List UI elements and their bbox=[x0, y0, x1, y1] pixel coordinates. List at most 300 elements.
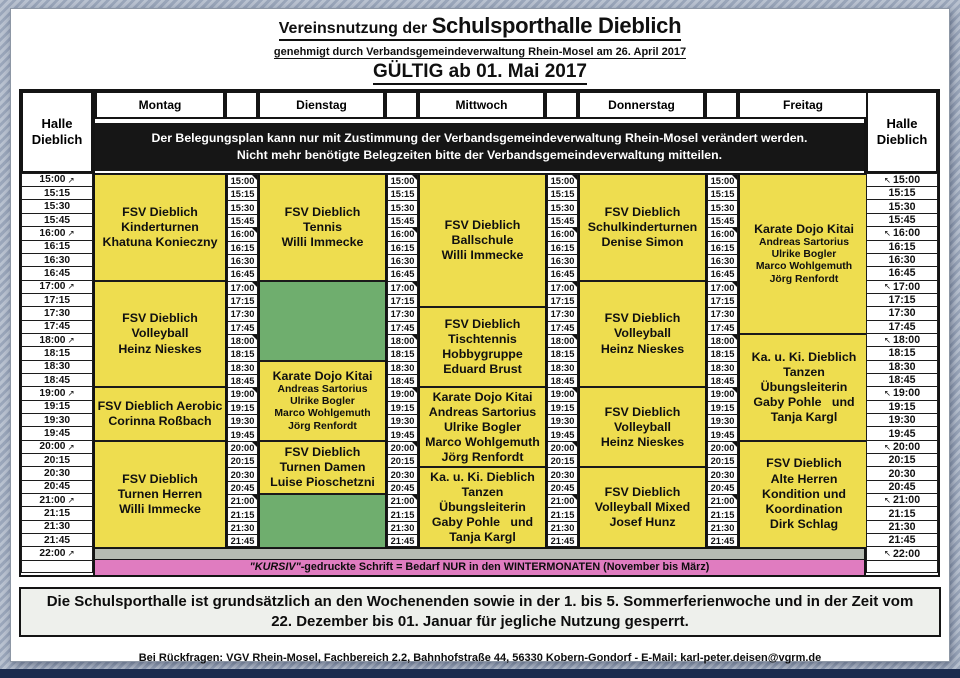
time-label: 17:30 bbox=[230, 309, 255, 320]
inner-time-20:45 bbox=[387, 481, 418, 494]
time-label: 21:30 bbox=[390, 522, 415, 533]
hour-arrow-icon: ↖ bbox=[883, 228, 891, 239]
time-label: 20:45 bbox=[888, 480, 916, 493]
event-text-line: FSV Dieblich bbox=[122, 204, 198, 219]
time-label: 16:15 bbox=[550, 242, 575, 253]
right-time-21:00 bbox=[866, 493, 938, 506]
inner-time-18:15 bbox=[707, 347, 738, 360]
left-time-17:45 bbox=[21, 320, 93, 333]
time-label: 15:00 bbox=[550, 175, 575, 186]
inner-time-16:00 bbox=[227, 227, 258, 240]
inner-time-16:30 bbox=[387, 254, 418, 267]
event-text-line: Khatuna Konieczny bbox=[102, 234, 218, 249]
left-time-15:30 bbox=[21, 199, 93, 212]
time-label: 19:00 bbox=[230, 389, 255, 400]
time-label: 16:45 bbox=[43, 267, 71, 279]
event-text-line: Willi Immecke bbox=[441, 248, 524, 263]
hour-tick-mark bbox=[732, 228, 737, 233]
event-subtext-line: Ulrike Bogler bbox=[771, 249, 837, 261]
event-text-line: Karate Dojo Kitai bbox=[272, 368, 373, 383]
time-label: 18:45 bbox=[888, 374, 916, 387]
hour-tick-mark bbox=[412, 442, 417, 447]
time-label: 15:00 bbox=[230, 175, 255, 186]
hour-tick-mark bbox=[732, 335, 737, 340]
time-label: 17:45 bbox=[710, 322, 735, 333]
right-time-17:00 bbox=[866, 280, 938, 293]
valid-from-line bbox=[11, 61, 949, 85]
time-label: 20:30 bbox=[550, 469, 575, 480]
right-time-18:00 bbox=[866, 333, 938, 346]
inner-time-19:30 bbox=[387, 414, 418, 427]
end-of-day-row bbox=[95, 547, 864, 560]
left-time-19:30 bbox=[21, 413, 93, 426]
event-text-line: Kinderturnen bbox=[121, 219, 199, 234]
time-label: 20:00 bbox=[230, 442, 255, 453]
time-label: 17:15 bbox=[230, 296, 255, 307]
right-time-20:30 bbox=[866, 466, 938, 479]
left-time-21:00 bbox=[21, 493, 93, 506]
time-label: 19:30 bbox=[230, 416, 255, 427]
time-label: 15:30 bbox=[550, 202, 575, 213]
event-text-line: Tanzen bbox=[461, 484, 504, 499]
schedule-grid bbox=[95, 173, 864, 547]
time-label: 17:15 bbox=[888, 294, 916, 307]
time-label: 18:00 bbox=[893, 334, 921, 347]
time-label: 16:45 bbox=[390, 269, 415, 280]
inner-time-20:30 bbox=[227, 467, 258, 480]
event-text-line: Gaby Pohle und bbox=[753, 394, 855, 409]
event-text-line: Volleyball bbox=[614, 419, 671, 434]
hour-arrow-icon: ↗ bbox=[67, 548, 75, 559]
inner-time-18:30 bbox=[547, 361, 578, 374]
time-label: 16:00 bbox=[230, 229, 255, 240]
time-label: 20:15 bbox=[230, 456, 255, 467]
right-time-18:30 bbox=[866, 360, 938, 373]
inner-time-17:00 bbox=[547, 281, 578, 294]
time-label: 21:30 bbox=[710, 522, 735, 533]
right-time-15:15 bbox=[866, 186, 938, 199]
hour-arrow-icon: ↗ bbox=[67, 388, 75, 399]
event-freitag-18:00 bbox=[740, 334, 868, 441]
time-label: 16:15 bbox=[43, 241, 71, 253]
time-label: 20:00 bbox=[550, 442, 575, 453]
left-time-18:15 bbox=[21, 346, 93, 359]
event-text-line: Übungsleiterin bbox=[760, 379, 848, 394]
time-label: 17:45 bbox=[888, 320, 916, 333]
inner-time-20:45 bbox=[227, 481, 258, 494]
time-label: 21:45 bbox=[43, 534, 71, 546]
closure-text: Die Schulsporthalle ist grundsätzlich an den Wochenenden sowie in der 1. bis 5. Sommerferienwoche und in der Zeit vom 22. Dezember bis 01. Januar für jegliche Nutzung gesperrt. bbox=[46, 592, 914, 631]
event-text-line: FSV Dieblich bbox=[284, 204, 361, 219]
event-dienstag-21:00-free bbox=[260, 494, 385, 547]
event-text-line: Koordination bbox=[765, 501, 843, 516]
time-label: 18:15 bbox=[888, 347, 916, 360]
time-label: 17:30 bbox=[710, 309, 735, 320]
inner-time-17:45 bbox=[227, 321, 258, 334]
hour-tick-mark bbox=[252, 282, 257, 287]
time-label: 20:30 bbox=[43, 468, 71, 480]
time-label: 17:15 bbox=[390, 296, 415, 307]
inner-time-15:30 bbox=[387, 200, 418, 213]
event-text-line: Marco Wohlgemuth bbox=[425, 435, 540, 449]
event-text-line: Volleyball bbox=[614, 326, 671, 341]
left-time-15:00 bbox=[21, 173, 93, 186]
inner-time-16:45 bbox=[547, 267, 578, 280]
time-label: 21:30 bbox=[550, 522, 575, 533]
time-label: 18:30 bbox=[550, 362, 575, 373]
day-header-freitag bbox=[738, 91, 868, 119]
time-label: 20:15 bbox=[888, 454, 916, 467]
hour-arrow-icon: ↖ bbox=[883, 494, 891, 505]
inner-time-19:45 bbox=[387, 427, 418, 440]
inner-time-18:15 bbox=[387, 347, 418, 360]
time-label: 20:00 bbox=[390, 442, 415, 453]
inner-time-15:30 bbox=[227, 200, 258, 213]
event-mittwoch-15:00 bbox=[420, 174, 545, 308]
event-montag-19:00 bbox=[95, 387, 225, 440]
time-label: 17:45 bbox=[550, 322, 575, 333]
inner-time-17:00 bbox=[707, 281, 738, 294]
inner-time-15:30 bbox=[547, 200, 578, 213]
hour-tick-mark bbox=[412, 335, 417, 340]
event-text-line: FSV Dieblich bbox=[122, 311, 198, 326]
time-label: 15:45 bbox=[230, 216, 255, 226]
right-time-16:00 bbox=[866, 226, 938, 239]
inner-time-19:30 bbox=[227, 414, 258, 427]
time-label: 21:15 bbox=[43, 508, 71, 520]
day-header-donnerstag bbox=[578, 91, 705, 119]
time-label: 21:15 bbox=[230, 509, 255, 520]
right-time-18:15 bbox=[866, 346, 938, 359]
time-label: 17:00 bbox=[710, 282, 735, 293]
time-label: 19:15 bbox=[710, 402, 735, 413]
event-text-line: Josef Hunz bbox=[609, 515, 676, 530]
time-label: 16:45 bbox=[710, 269, 735, 280]
left-time-16:15 bbox=[21, 240, 93, 253]
document-title bbox=[279, 14, 681, 41]
time-label: 22:00 bbox=[39, 548, 66, 560]
event-subtext-line: Marco Wohlgemuth bbox=[274, 408, 371, 420]
event-text-line: FSV Dieblich bbox=[766, 456, 842, 471]
event-text-line: Jörg Renfordt bbox=[441, 450, 524, 465]
event-text-line: Karate Dojo Kitai bbox=[754, 221, 854, 236]
left-time-18:00 bbox=[21, 333, 93, 346]
event-text-line: Willi Immecke bbox=[119, 501, 201, 516]
inner-time-21:00 bbox=[387, 494, 418, 507]
event-text-line: Denise Simon bbox=[601, 234, 684, 249]
time-label: 15:00 bbox=[893, 173, 921, 186]
time-label: 21:00 bbox=[893, 494, 921, 507]
inner-time-15:30 bbox=[707, 200, 738, 213]
hour-tick-mark bbox=[252, 442, 257, 447]
event-text-line: Heinz Nieskes bbox=[118, 341, 202, 356]
inner-time-17:15 bbox=[227, 294, 258, 307]
time-label: 17:45 bbox=[390, 322, 415, 333]
time-label: 18:00 bbox=[230, 336, 255, 347]
winter-note-kursiv: "KURSIV" bbox=[249, 561, 301, 574]
event-subtext-line: Jörg Renfordt bbox=[769, 273, 839, 285]
right-time-15:45 bbox=[866, 213, 938, 226]
time-label: 15:30 bbox=[43, 201, 71, 213]
time-label: 19:15 bbox=[230, 402, 255, 413]
inner-time-15:15 bbox=[547, 187, 578, 200]
hour-arrow-icon: ↗ bbox=[67, 174, 75, 185]
event-montag-20:00 bbox=[95, 441, 225, 548]
time-label: 16:30 bbox=[390, 256, 415, 267]
time-label: 16:30 bbox=[43, 254, 71, 266]
time-label: 16:45 bbox=[230, 269, 255, 280]
notice-line: Der Belegungsplan kann nur mit Zustimmung der Verbandsgemeindeverwaltung Rhein-Mosel verändert werden. bbox=[151, 130, 808, 145]
event-text-line: Luise Pioschetzni bbox=[270, 475, 375, 490]
inner-time-15:45 bbox=[547, 214, 578, 227]
time-label: 20:30 bbox=[390, 469, 415, 480]
right-time-empty bbox=[866, 560, 938, 573]
event-subtext-line: Ulrike Bogler bbox=[290, 396, 355, 408]
inner-time-18:00 bbox=[387, 334, 418, 347]
left-time-17:15 bbox=[21, 293, 93, 306]
event-text-line: Heinz Nieskes bbox=[600, 341, 685, 356]
time-label: 16:00 bbox=[710, 229, 735, 240]
event-montag-15:00 bbox=[95, 174, 225, 281]
inner-time-17:15 bbox=[547, 294, 578, 307]
event-text-line: Turnen Damen bbox=[279, 459, 366, 474]
day-header-gap bbox=[225, 91, 258, 119]
event-text-line: Ballschule bbox=[451, 232, 514, 247]
inner-time-15:00 bbox=[707, 174, 738, 187]
hour-tick-mark bbox=[252, 388, 257, 393]
time-label: 16:30 bbox=[230, 256, 255, 267]
time-label: 17:30 bbox=[43, 307, 71, 319]
hour-arrow-icon: ↗ bbox=[67, 494, 75, 505]
time-label: 16:45 bbox=[550, 269, 575, 280]
time-label: 18:15 bbox=[43, 347, 71, 359]
right-time-16:15 bbox=[866, 240, 938, 253]
time-label: 19:45 bbox=[390, 429, 415, 440]
time-label: 19:15 bbox=[550, 402, 575, 413]
inner-time-18:15 bbox=[547, 347, 578, 360]
inner-time-20:15 bbox=[707, 454, 738, 467]
time-label: 16:00 bbox=[39, 227, 66, 239]
event-text-line: FSV Dieblich bbox=[444, 217, 521, 232]
time-label: 18:45 bbox=[550, 376, 575, 387]
inner-time-20:15 bbox=[227, 454, 258, 467]
hour-tick-mark bbox=[412, 495, 417, 500]
time-label: 19:00 bbox=[710, 389, 735, 400]
hour-tick-mark bbox=[572, 175, 577, 180]
time-label: 21:15 bbox=[390, 509, 415, 520]
event-text-line: Tanzen bbox=[783, 364, 825, 379]
hour-tick-mark bbox=[732, 175, 737, 180]
time-label: 21:00 bbox=[39, 494, 66, 506]
inner-time-20:45 bbox=[707, 481, 738, 494]
inner-time-19:15 bbox=[707, 401, 738, 414]
inner-time-16:00 bbox=[707, 227, 738, 240]
left-time-15:45 bbox=[21, 213, 93, 226]
inner-time-18:45 bbox=[387, 374, 418, 387]
hour-arrow-icon: ↖ bbox=[883, 441, 891, 452]
inner-time-19:15 bbox=[547, 401, 578, 414]
time-label: 15:15 bbox=[710, 189, 735, 200]
hour-tick-mark bbox=[732, 388, 737, 393]
inner-time-20:00 bbox=[387, 441, 418, 454]
right-time-20:45 bbox=[866, 480, 938, 493]
inner-time-17:00 bbox=[227, 281, 258, 294]
document-header bbox=[11, 9, 949, 85]
time-label: 15:00 bbox=[39, 174, 66, 186]
event-text-line: Andreas Sartorius bbox=[428, 404, 537, 419]
right-time-16:45 bbox=[866, 266, 938, 279]
inner-time-17:00 bbox=[387, 281, 418, 294]
inner-time-16:45 bbox=[387, 267, 418, 280]
left-time-21:45 bbox=[21, 533, 93, 546]
time-label: 20:45 bbox=[230, 482, 255, 493]
time-label: 18:15 bbox=[710, 349, 735, 360]
event-text-line: Turnen Herren bbox=[117, 486, 203, 501]
hour-tick-mark bbox=[572, 228, 577, 233]
time-label: 20:15 bbox=[710, 456, 735, 467]
hour-tick-mark bbox=[572, 335, 577, 340]
inner-time-18:15 bbox=[227, 347, 258, 360]
day-header-row bbox=[95, 91, 864, 119]
time-label: 21:00 bbox=[230, 496, 255, 507]
inner-time-19:45 bbox=[707, 427, 738, 440]
inner-time-16:15 bbox=[227, 241, 258, 254]
left-time-16:30 bbox=[21, 253, 93, 266]
time-label: 21:00 bbox=[710, 496, 735, 507]
hour-arrow-icon: ↗ bbox=[67, 441, 75, 452]
time-label: 16:15 bbox=[710, 242, 735, 253]
inner-time-19:00 bbox=[707, 387, 738, 400]
event-text-line: Heinz Nieskes bbox=[600, 435, 685, 449]
time-label: 18:30 bbox=[710, 362, 735, 373]
day-header-mittwoch bbox=[418, 91, 545, 119]
hour-tick-mark bbox=[732, 282, 737, 287]
event-mittwoch-20:30 bbox=[420, 467, 545, 547]
event-text-line: Übungsleiterin bbox=[439, 499, 526, 514]
time-label: 19:00 bbox=[893, 387, 921, 400]
event-text-line: Eduard Brust bbox=[443, 362, 522, 377]
event-dienstag-18:30 bbox=[260, 361, 385, 441]
time-label: 20:15 bbox=[550, 456, 575, 467]
inner-time-16:30 bbox=[707, 254, 738, 267]
event-dienstag-17:00-free bbox=[260, 281, 385, 361]
right-time-17:30 bbox=[866, 306, 938, 319]
inner-time-19:30 bbox=[547, 414, 578, 427]
left-time-20:00 bbox=[21, 440, 93, 453]
time-label: 16:30 bbox=[550, 256, 575, 267]
time-label: 15:45 bbox=[550, 216, 575, 226]
time-label: 21:45 bbox=[550, 535, 575, 546]
inner-time-16:15 bbox=[387, 241, 418, 254]
right-time-column bbox=[866, 91, 938, 575]
time-label: 18:30 bbox=[230, 362, 255, 373]
time-label: 20:45 bbox=[710, 482, 735, 493]
day-header-gap bbox=[705, 91, 738, 119]
hour-tick-mark bbox=[732, 495, 737, 500]
right-time-21:30 bbox=[866, 520, 938, 533]
event-text-line: FSV Dieblich bbox=[604, 204, 681, 219]
hour-tick-mark bbox=[732, 442, 737, 447]
right-time-20:00 bbox=[866, 440, 938, 453]
time-label: 16:00 bbox=[550, 229, 575, 240]
time-label: 20:30 bbox=[710, 469, 735, 480]
event-text-line: FSV Dieblich bbox=[604, 484, 681, 499]
day-header-label: Donnerstag bbox=[608, 97, 675, 112]
event-dienstag-20:00 bbox=[260, 441, 385, 494]
event-text-line: Ka. u. Ki. Dieblich bbox=[430, 469, 535, 484]
time-label: 20:45 bbox=[390, 482, 415, 493]
time-label: 16:30 bbox=[888, 254, 916, 267]
hour-tick-mark bbox=[252, 175, 257, 180]
event-mittwoch-17:30 bbox=[420, 307, 545, 387]
event-text-line: Volleyball Mixed bbox=[594, 499, 691, 514]
inner-time-19:15 bbox=[387, 401, 418, 414]
notice-line: Nicht mehr benötigte Belegzeiten bitte der Verbandsgemeindeverwaltung mitteilen. bbox=[236, 148, 723, 163]
inner-time-21:15 bbox=[387, 507, 418, 520]
winter-note-text: -gedruckte Schrift = Bedarf NUR in den WINTERMONATEN (November bis März) bbox=[300, 561, 710, 574]
time-label: 16:45 bbox=[888, 267, 916, 280]
left-time-20:30 bbox=[21, 466, 93, 479]
event-text-line: Karate Dojo Kitai bbox=[432, 389, 533, 404]
time-column-after-dienstag bbox=[385, 174, 418, 547]
notice-bar bbox=[95, 123, 864, 171]
inner-time-21:00 bbox=[227, 494, 258, 507]
time-label: 19:00 bbox=[39, 387, 66, 399]
left-time-20:15 bbox=[21, 453, 93, 466]
time-label: 21:00 bbox=[390, 496, 415, 507]
left-time-22:00 bbox=[21, 546, 93, 559]
hour-arrow-icon: ↖ bbox=[883, 281, 891, 292]
time-label: 18:45 bbox=[710, 376, 735, 387]
inner-time-21:45 bbox=[707, 534, 738, 547]
taskbar-strip bbox=[0, 669, 960, 678]
hour-tick-mark bbox=[252, 495, 257, 500]
hall-label-line: Halle bbox=[886, 116, 918, 132]
hour-tick-mark bbox=[252, 228, 257, 233]
event-text-line: FSV Dieblich bbox=[284, 444, 361, 459]
hour-arrow-icon: ↖ bbox=[883, 388, 891, 399]
event-text-line: Alte Herren bbox=[770, 471, 838, 486]
time-label: 21:30 bbox=[888, 520, 916, 533]
inner-time-18:00 bbox=[227, 334, 258, 347]
left-time-21:30 bbox=[21, 520, 93, 533]
event-mittwoch-19:00 bbox=[420, 387, 545, 467]
time-label: 20:00 bbox=[710, 442, 735, 453]
hour-arrow-icon: ↗ bbox=[67, 281, 75, 292]
inner-time-17:45 bbox=[707, 321, 738, 334]
event-subtext-line: Marco Wohlgemuth bbox=[755, 261, 853, 273]
hour-tick-mark bbox=[412, 388, 417, 393]
inner-time-17:15 bbox=[387, 294, 418, 307]
event-text-line: FSV Dieblich bbox=[604, 404, 681, 419]
time-column-after-mittwoch bbox=[545, 174, 578, 547]
time-label: 20:15 bbox=[43, 454, 71, 466]
time-label: 17:00 bbox=[893, 280, 921, 293]
inner-time-21:30 bbox=[227, 521, 258, 534]
schedule-table-root bbox=[19, 89, 941, 577]
valid-from-text: GÜLTIG ab 01. Mai 2017 bbox=[373, 61, 587, 85]
time-label: 18:30 bbox=[43, 361, 71, 373]
time-label: 18:45 bbox=[230, 376, 255, 387]
time-label: 15:45 bbox=[888, 214, 916, 226]
hour-arrow-icon: ↗ bbox=[67, 334, 75, 345]
inner-time-15:45 bbox=[707, 214, 738, 227]
left-time-20:45 bbox=[21, 480, 93, 493]
event-text-line: Ka. u. Ki. Dieblich bbox=[751, 349, 857, 364]
closure-note bbox=[19, 587, 941, 638]
right-time-21:45 bbox=[866, 533, 938, 546]
time-label: 21:15 bbox=[888, 507, 916, 520]
